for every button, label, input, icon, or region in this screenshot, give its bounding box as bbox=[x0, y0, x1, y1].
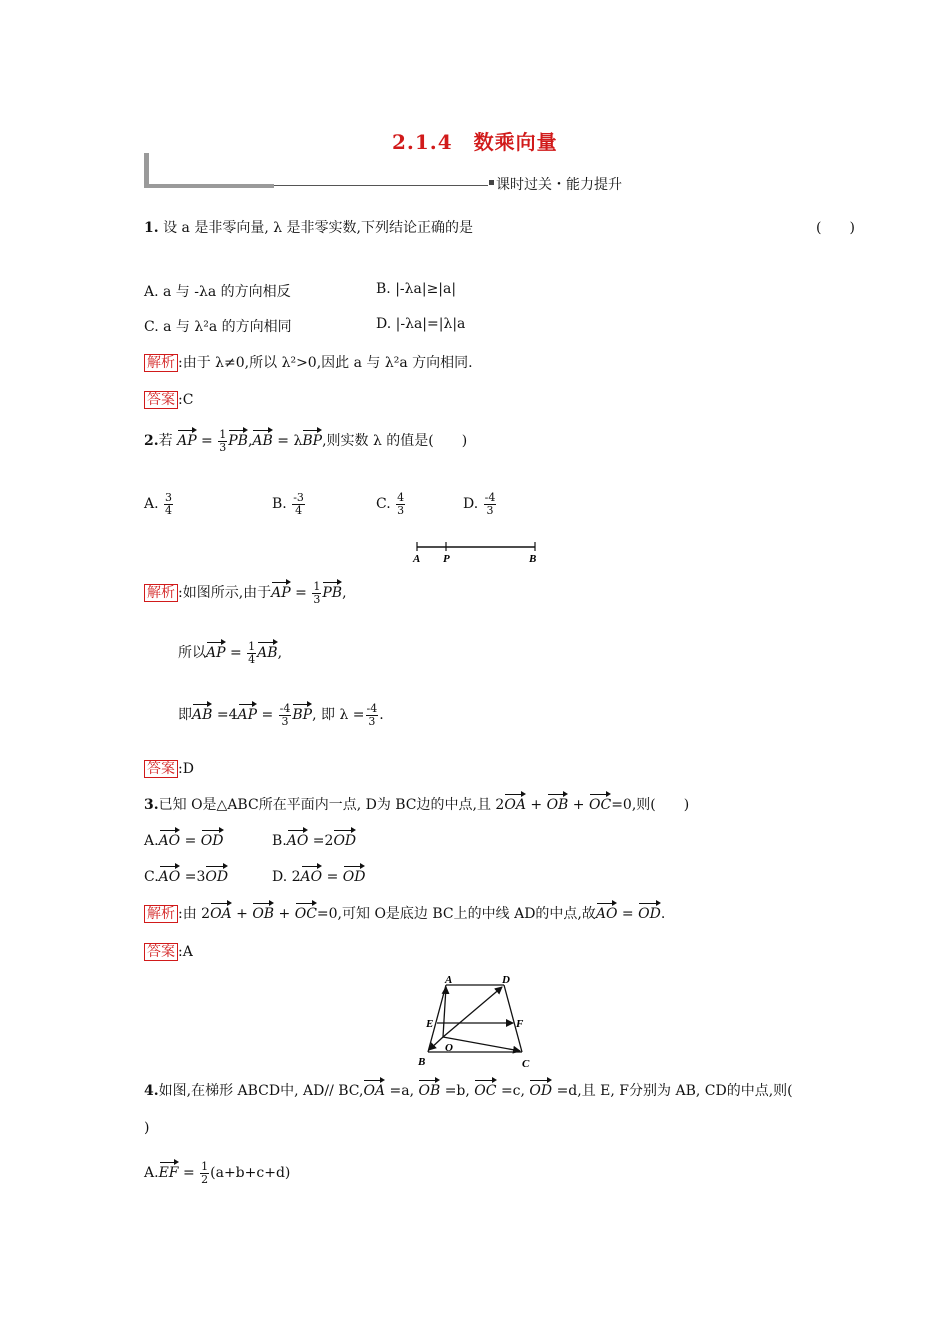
q1-stem: 1. 设 a 是非零向量, λ 是非零实数,下列结论正确的是 bbox=[144, 220, 473, 236]
q3-option-d: D. 2AO = OD bbox=[272, 864, 365, 885]
q1-analysis: 解析 :由于 λ≠0,所以 λ²>0,因此 a 与 λ²a 方向相同. bbox=[144, 352, 473, 372]
banner-underline-thick bbox=[144, 184, 274, 188]
trapezoid-figure bbox=[412, 970, 542, 1078]
q1-answer: 答案 :C bbox=[144, 389, 193, 409]
point-f-label: F bbox=[516, 1018, 524, 1030]
point-b-label: B bbox=[529, 553, 537, 565]
q1-option-d: D. |-λa|=|λ|a bbox=[376, 316, 466, 332]
point-e-label: E bbox=[426, 1018, 434, 1030]
answer-tag: 答案 bbox=[144, 943, 178, 961]
vertex-b-label: B bbox=[418, 1056, 426, 1068]
page-title: 2.1.4 数乘向量 bbox=[392, 130, 558, 154]
q4-paren-close: ) bbox=[144, 1120, 150, 1136]
analysis-tag: 解析 bbox=[144, 354, 178, 372]
q3-option-a: A.AO = OD bbox=[144, 828, 224, 849]
banner-bracket bbox=[144, 153, 149, 187]
q1-option-b: B. |-λa|≥|a| bbox=[376, 281, 457, 297]
q2-option-a: A. $\frac{3}{4}$ bbox=[144, 491, 173, 517]
point-a-label: A bbox=[413, 553, 421, 565]
analysis-tag: 解析 bbox=[144, 905, 178, 923]
q1-paren: ( ) bbox=[816, 220, 855, 236]
banner-text: 课时过关・能力提升 bbox=[496, 177, 622, 193]
q2-analysis-line3: 即AB =4AP = $\frac{-4}{3}$ BP, 即 λ = $\frac{-4}{3}$ . bbox=[178, 701, 384, 728]
q2-segment-figure bbox=[405, 538, 550, 566]
q1-option-a: A. a 与 -λa 的方向相反 bbox=[144, 284, 291, 300]
banner-square-icon bbox=[489, 180, 494, 185]
q2-analysis-line2: 所以AP = $\frac{1}{4}$ AB, bbox=[178, 639, 283, 666]
vertex-d-label: D bbox=[502, 974, 510, 986]
analysis-tag: 解析 bbox=[144, 584, 178, 602]
answer-tag: 答案 bbox=[144, 760, 178, 778]
q2-analysis: 解析 :如图所示,由于AP = $\frac{1}{3}$ PB, bbox=[144, 580, 347, 605]
point-o-label: O bbox=[445, 1042, 453, 1054]
q1-option-c: C. a 与 λ²a 的方向相同 bbox=[144, 319, 292, 335]
vertex-c-label: C bbox=[522, 1058, 530, 1070]
q3-answer: 答案 :A bbox=[144, 941, 193, 961]
q2-option-d: D. $\frac{-4}{3}$ bbox=[463, 491, 496, 517]
q3-stem: 3.已知 O是△ABC所在平面内一点, D为 BC边的中点,且 2OA + OB + OC=0,则( ) bbox=[144, 792, 689, 814]
answer-tag: 答案 bbox=[144, 391, 178, 409]
vertex-a-label: A bbox=[445, 974, 453, 986]
q3-analysis: 解析 :由 2OA + OB + OC=0,可知 O是底边 BC上的中线 AD的中点,故AO = OD. bbox=[144, 901, 665, 923]
q3-option-b: B.AO =2OD bbox=[272, 828, 356, 849]
q2-option-b: B. $\frac{-3}{4}$ bbox=[272, 491, 304, 517]
q4-option-a: A.EF = $\frac{1}{2}$ (a+b+c+d) bbox=[144, 1159, 291, 1186]
point-p-label: P bbox=[443, 553, 450, 565]
q2-answer: 答案 :D bbox=[144, 758, 194, 778]
q2-option-c: C. $\frac{4}{3}$ bbox=[376, 491, 405, 517]
q4-stem: 4.如图,在梯形 ABCD中, AD// BC,OA =a, OB =b, OC =c, OD =d,且 E, F分别为 AB, CD的中点,则( bbox=[144, 1078, 793, 1100]
q2-stem: 2.若 AP = $\frac{1}{3}$ PB,AB = λBP,则实数 λ 的值是( ) bbox=[144, 427, 468, 454]
banner-rule bbox=[274, 185, 488, 186]
q3-option-c: C.AO =3OD bbox=[144, 864, 228, 885]
